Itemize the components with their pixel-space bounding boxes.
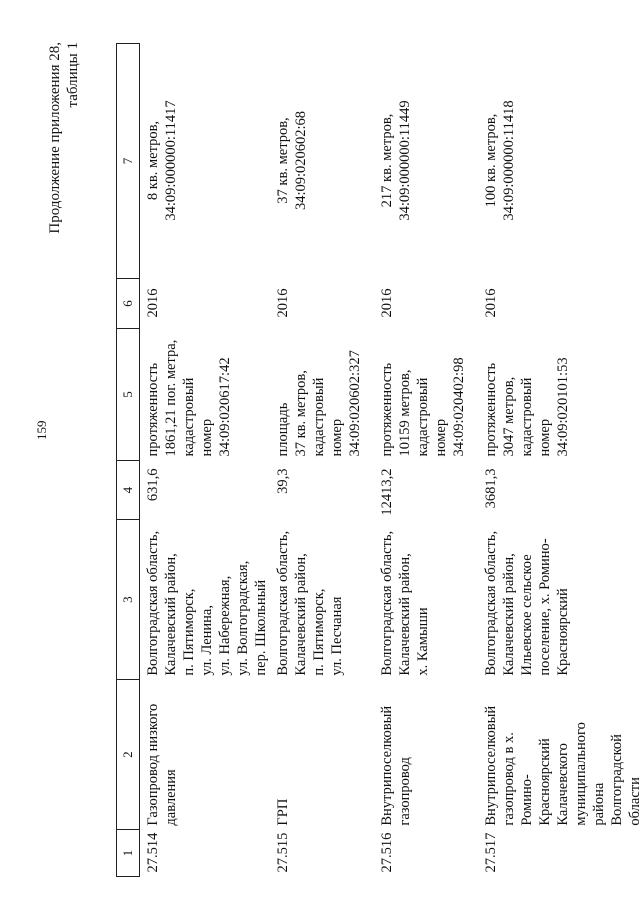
- table-body: [140, 44, 644, 877]
- object-address-line: Калачевский район,: [397, 553, 413, 676]
- object-characteristics-line: 34:09:020402:98: [451, 357, 467, 457]
- object-address-line: Ильевское сельское: [519, 554, 535, 676]
- object-characteristics-line: 3047 метров,: [501, 376, 517, 457]
- object-year-cell: 2016: [275, 288, 291, 318]
- object-note-cell: [270, 44, 374, 279]
- object-address-line: ул. Ленина,: [199, 605, 215, 676]
- object-characteristics-line: номер: [199, 418, 215, 457]
- object-address-line: Красноярский: [555, 588, 571, 676]
- object-area-cell: 12413,2: [379, 468, 395, 516]
- object-characteristics-line: 34:09:020602:327: [347, 350, 363, 457]
- object-characteristics-line: 10159 метров,: [397, 369, 413, 457]
- object-address-line: ул. Набережная,: [217, 575, 233, 676]
- object-characteristics-line: 37 кв. метров,: [293, 370, 309, 457]
- object-characteristics-line: 1861,21 пог. метра,: [163, 339, 179, 457]
- object-name-cell: [478, 680, 644, 830]
- object-name-line: ГРП: [275, 798, 291, 826]
- table-row: [374, 44, 478, 877]
- object-address-cell: [140, 520, 271, 680]
- object-address-line: поселение, х. Ромино-: [537, 538, 553, 676]
- object-address-line: Волгоградская область,: [379, 530, 395, 676]
- object-year-cell: 2016: [379, 288, 395, 318]
- object-name-line: Красноярский: [537, 738, 553, 826]
- object-note-line: 8 кв. метров,: [145, 120, 161, 201]
- page-number: 159: [34, 420, 49, 440]
- header-cell: 2: [117, 680, 140, 830]
- continuation-line: Продолжение приложения 28,: [47, 42, 63, 234]
- object-characteristics-cell: [140, 329, 271, 461]
- object-note-line: 34:09:000000:11417: [163, 100, 179, 221]
- object-address-line: ул. Волгоградская,: [235, 560, 251, 676]
- object-characteristics-cell: [478, 329, 644, 461]
- row-number-cell: 27.517: [483, 832, 499, 873]
- object-name-cell: [140, 680, 271, 830]
- object-note-cell: [140, 44, 271, 279]
- object-address-line: п. Пятиморск,: [181, 588, 197, 676]
- object-address-cell: [478, 520, 644, 680]
- object-name-line: муниципального района: [573, 722, 607, 826]
- object-note-line: 34:09:000000:11418: [501, 100, 517, 221]
- object-address-line: Калачевский район,: [293, 553, 309, 676]
- header-cell: 7: [117, 44, 140, 279]
- object-name-cell: [374, 680, 478, 830]
- object-address-line: х. Камыши: [415, 607, 431, 676]
- object-note-line: 100 кв. метров,: [483, 113, 499, 208]
- header-cell: 6: [117, 279, 140, 329]
- object-name-line: Калачевского: [555, 743, 571, 826]
- object-area-cell: 3681,3: [483, 468, 499, 509]
- object-address-cell: [374, 520, 478, 680]
- row-number-cell: 27.516: [379, 832, 395, 873]
- object-characteristics-line: номер: [329, 418, 345, 457]
- continuation-caption: [46, 42, 82, 234]
- table-row: [140, 44, 271, 877]
- continuation-line: таблицы 1: [65, 42, 81, 108]
- object-name-line: газопровод: [397, 757, 413, 826]
- object-address-line: п. Пятиморск,: [311, 588, 327, 676]
- object-characteristics-line: кадастровый: [181, 377, 197, 457]
- object-address-line: ул. Песчаная: [329, 596, 345, 676]
- header-cell: 5: [117, 329, 140, 461]
- object-note-cell: [478, 44, 644, 279]
- object-address-cell: [270, 520, 374, 680]
- object-address-line: Волгоградская область,: [483, 530, 499, 676]
- object-name-cell: [270, 680, 374, 830]
- object-address-line: Калачевский район,: [501, 553, 517, 676]
- table-row: [270, 44, 374, 877]
- object-characteristics-line: 34:09:020617:42: [217, 357, 233, 457]
- object-year-cell: 2016: [145, 288, 161, 318]
- object-characteristics-line: площадь: [275, 402, 291, 457]
- object-characteristics-line: кадастровый: [519, 377, 535, 457]
- object-characteristics-line: протяженность: [379, 362, 395, 457]
- object-characteristics-line: протяженность: [145, 362, 161, 457]
- object-year-cell: 2016: [483, 288, 499, 318]
- header-cell: 4: [117, 461, 140, 520]
- object-characteristics-cell: [374, 329, 478, 461]
- object-name-line: Газопровод низкого: [145, 703, 161, 826]
- object-address-line: Калачевский район,: [163, 553, 179, 676]
- object-note-line: 34:09:020602:68: [293, 110, 309, 211]
- data-table: [116, 43, 644, 877]
- header-cell: 3: [117, 520, 140, 680]
- object-note-cell: [374, 44, 478, 279]
- object-address-line: Волгоградская область,: [275, 530, 291, 676]
- object-characteristics-line: протяженность: [483, 362, 499, 457]
- table-row: [478, 44, 644, 877]
- row-number-cell: 27.514: [145, 832, 161, 873]
- object-name-line: давления: [163, 769, 179, 826]
- object-address-line: Волгоградская область,: [145, 530, 161, 676]
- object-area-cell: 39,3: [275, 468, 291, 494]
- header-row: [117, 44, 140, 877]
- object-note-line: 37 кв. метров,: [275, 117, 291, 204]
- object-characteristics-line: номер: [433, 418, 449, 457]
- object-characteristics-line: кадастровый: [415, 377, 431, 457]
- object-note-line: 217 кв. метров,: [379, 113, 395, 208]
- object-characteristics-line: 34:09:020101:53: [555, 357, 571, 457]
- row-number-cell: 27.515: [275, 832, 291, 873]
- object-area-cell: 631,6: [145, 468, 161, 502]
- object-name-line: Внутрипоселковый: [483, 705, 499, 826]
- object-note-line: 34:09:000000:11449: [397, 100, 413, 221]
- object-name-line: Волгоградской области: [609, 734, 643, 826]
- header-cell: 1: [117, 830, 140, 877]
- object-address-line: пер. Школьный: [253, 579, 269, 676]
- object-characteristics-cell: [270, 329, 374, 461]
- object-characteristics-line: кадастровый: [311, 377, 327, 457]
- object-name-line: газопровод в х. Ромино-: [501, 732, 535, 826]
- object-characteristics-line: номер: [537, 418, 553, 457]
- object-name-line: Внутрипоселковый: [379, 705, 395, 826]
